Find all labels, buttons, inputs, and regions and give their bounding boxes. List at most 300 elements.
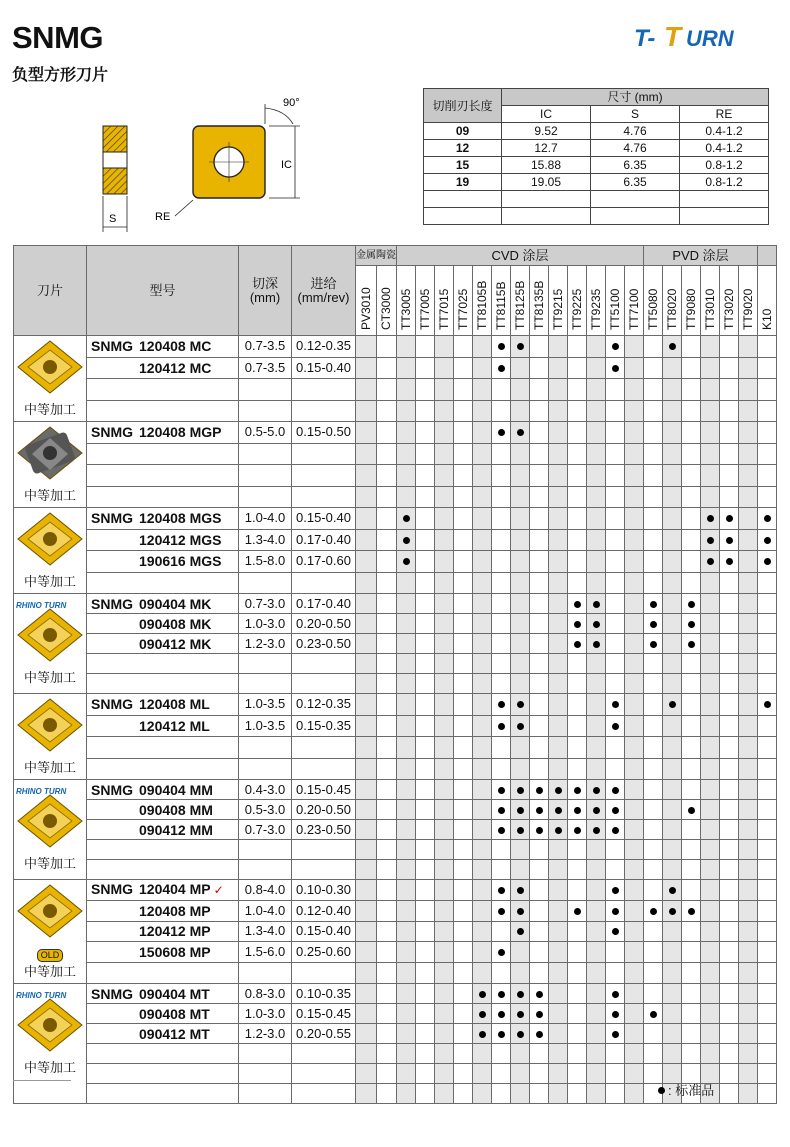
feed-cell bbox=[292, 465, 356, 487]
feed-cell bbox=[292, 963, 356, 984]
insert-picture bbox=[14, 996, 86, 1059]
grade-cell bbox=[606, 336, 625, 358]
grade-cell bbox=[416, 357, 435, 379]
depth-cell bbox=[239, 1044, 292, 1064]
grade-cell bbox=[701, 1004, 720, 1024]
grade-cell bbox=[492, 614, 511, 634]
grade-label: K10 bbox=[760, 308, 774, 330]
grade-cell bbox=[492, 942, 511, 963]
grade-cell bbox=[720, 594, 739, 614]
grade-cell bbox=[454, 921, 473, 942]
grade-cell bbox=[720, 963, 739, 984]
grade-cell bbox=[530, 1024, 549, 1044]
standard-dot-icon bbox=[517, 887, 524, 894]
grade-cell bbox=[530, 820, 549, 840]
grade-cell bbox=[473, 594, 492, 614]
model-cell bbox=[87, 1064, 239, 1084]
grade-cell bbox=[663, 336, 682, 358]
grade-cell bbox=[682, 357, 701, 379]
standard-dot-icon bbox=[612, 807, 619, 814]
standard-dot-icon bbox=[612, 365, 619, 372]
dim-cell: 0.8-1.2 bbox=[680, 157, 769, 174]
grade-cell bbox=[606, 551, 625, 573]
table-row bbox=[14, 715, 777, 737]
grade-cell bbox=[739, 820, 758, 840]
grade-cell bbox=[397, 758, 416, 780]
grade-cell bbox=[682, 1024, 701, 1044]
standard-dot-icon bbox=[498, 365, 505, 372]
depth-cell bbox=[239, 443, 292, 465]
feed-cell: 0.17-0.60 bbox=[292, 551, 356, 573]
grade-cell bbox=[435, 1084, 454, 1104]
grade-cell bbox=[530, 654, 549, 674]
grade-cell bbox=[682, 674, 701, 694]
grade-cell bbox=[644, 820, 663, 840]
grade-cell bbox=[568, 840, 587, 860]
feed-cell bbox=[292, 572, 356, 594]
grade-cell bbox=[701, 921, 720, 942]
group-cvd: CVD 涂层 bbox=[397, 246, 644, 266]
grade-cell bbox=[682, 820, 701, 840]
grade-cell bbox=[644, 594, 663, 614]
grade-cell bbox=[758, 860, 777, 880]
grade-label: TT7005 bbox=[418, 288, 432, 330]
grade-cell bbox=[739, 443, 758, 465]
footnote-divider bbox=[13, 1080, 71, 1081]
grade-cell bbox=[435, 634, 454, 654]
grade-label: TT9215 bbox=[551, 288, 565, 330]
grade-cell bbox=[644, 400, 663, 422]
grade-cell bbox=[568, 942, 587, 963]
grade-cell bbox=[376, 379, 397, 401]
model-cell bbox=[87, 715, 239, 737]
standard-dot-icon bbox=[707, 537, 714, 544]
check-icon: ✓ bbox=[213, 883, 224, 898]
grade-cell bbox=[376, 963, 397, 984]
grade-cell bbox=[625, 529, 644, 551]
model-prefix: SNMG bbox=[91, 881, 133, 898]
grade-cell bbox=[587, 1044, 606, 1064]
grade-cell bbox=[511, 840, 530, 860]
grade-cell bbox=[587, 963, 606, 984]
grade-cell bbox=[356, 674, 377, 694]
grade-cell bbox=[587, 900, 606, 921]
grade-cell bbox=[568, 1024, 587, 1044]
grade-cell bbox=[473, 860, 492, 880]
grade-cell bbox=[739, 1024, 758, 1044]
grade-cell bbox=[663, 963, 682, 984]
grade-cell bbox=[720, 529, 739, 551]
grade-cell bbox=[492, 860, 511, 880]
grade-cell bbox=[701, 614, 720, 634]
grade-label: TT3010 bbox=[703, 288, 717, 330]
model-code: 120408 MGP bbox=[139, 424, 222, 441]
grade-cell bbox=[606, 1024, 625, 1044]
grade-cell bbox=[397, 551, 416, 573]
grade-cell bbox=[356, 860, 377, 880]
grade-cell bbox=[644, 465, 663, 487]
grade-cell bbox=[356, 800, 377, 820]
grade-cell bbox=[473, 634, 492, 654]
grade-cell bbox=[644, 860, 663, 880]
grade-cell bbox=[530, 443, 549, 465]
grade-cell bbox=[435, 674, 454, 694]
grade-cell bbox=[587, 674, 606, 694]
grade-cell bbox=[356, 551, 377, 573]
grade-cell bbox=[568, 820, 587, 840]
grade-cell bbox=[587, 984, 606, 1004]
grade-cell bbox=[492, 840, 511, 860]
grade-cell bbox=[549, 900, 568, 921]
model-code: 090412 MT bbox=[139, 1025, 210, 1042]
grade-label: TT9235 bbox=[589, 288, 603, 330]
grade-cell bbox=[606, 465, 625, 487]
grade-cell bbox=[435, 336, 454, 358]
grade-cell bbox=[511, 984, 530, 1004]
grade-cell bbox=[492, 422, 511, 444]
model-cell bbox=[87, 529, 239, 551]
grade-cell bbox=[454, 674, 473, 694]
grade-cell bbox=[416, 443, 435, 465]
table-row bbox=[14, 614, 777, 634]
grade-cell bbox=[435, 529, 454, 551]
machining-label: 中等加工 bbox=[23, 1060, 76, 1075]
grade-cell bbox=[356, 1084, 377, 1104]
insert-image bbox=[14, 882, 86, 940]
grade-cell bbox=[549, 737, 568, 759]
grade-label: TT7015 bbox=[437, 288, 451, 330]
grade-cell bbox=[511, 508, 530, 530]
grade-cell bbox=[435, 443, 454, 465]
grade-cell bbox=[739, 465, 758, 487]
grade-cell bbox=[682, 1004, 701, 1024]
grade-cell bbox=[587, 880, 606, 901]
grade-cell bbox=[663, 674, 682, 694]
table-row bbox=[14, 737, 777, 759]
machining-label: 中等加工 bbox=[23, 964, 76, 979]
grade-cell bbox=[587, 860, 606, 880]
grade-cell bbox=[511, 942, 530, 963]
grade-cell bbox=[568, 529, 587, 551]
grade-cell bbox=[511, 654, 530, 674]
standard-dot-icon bbox=[498, 787, 505, 794]
grade-cell bbox=[701, 984, 720, 1004]
grade-cell bbox=[720, 336, 739, 358]
grade-cell bbox=[606, 594, 625, 614]
model-cell bbox=[87, 400, 239, 422]
depth-cell: 1.2-3.0 bbox=[239, 634, 292, 654]
model-cell bbox=[87, 379, 239, 401]
model-cell bbox=[87, 634, 239, 654]
grade-cell bbox=[663, 654, 682, 674]
standard-dot-icon bbox=[593, 827, 600, 834]
dimension-table bbox=[423, 88, 769, 225]
table-row bbox=[14, 758, 777, 780]
grade-cell bbox=[682, 921, 701, 942]
grade-cell bbox=[739, 1064, 758, 1084]
grade-cell bbox=[454, 594, 473, 614]
standard-dot-icon bbox=[612, 343, 619, 350]
grade-cell bbox=[397, 984, 416, 1004]
grade-cell bbox=[397, 336, 416, 358]
feed-cell: 0.10-0.35 bbox=[292, 984, 356, 1004]
grade-cell bbox=[701, 880, 720, 901]
insert-cell bbox=[14, 508, 87, 594]
standard-dot-icon bbox=[536, 1011, 543, 1018]
grade-cell bbox=[473, 1004, 492, 1024]
grade-cell bbox=[549, 594, 568, 614]
grade-header bbox=[587, 266, 606, 336]
grade-cell bbox=[511, 780, 530, 800]
table-row bbox=[14, 634, 777, 654]
grade-cell bbox=[568, 963, 587, 984]
grade-label: CT3000 bbox=[379, 287, 394, 330]
grade-header bbox=[397, 266, 416, 336]
model-cell bbox=[87, 694, 239, 716]
grade-cell bbox=[376, 860, 397, 880]
standard-dot-icon bbox=[403, 515, 410, 522]
grade-cell bbox=[682, 443, 701, 465]
grade-cell bbox=[492, 443, 511, 465]
re-label: RE bbox=[155, 211, 171, 223]
grade-cell bbox=[663, 572, 682, 594]
model-code: 090404 MK bbox=[139, 595, 212, 612]
table-row bbox=[14, 572, 777, 594]
depth-cell: 0.8-4.0 bbox=[239, 880, 292, 901]
standard-dot-icon bbox=[650, 1011, 657, 1018]
table-row bbox=[14, 486, 777, 508]
grade-cell bbox=[606, 674, 625, 694]
depth-cell: 1.0-3.5 bbox=[239, 715, 292, 737]
dim-cell bbox=[591, 208, 680, 225]
grade-cell bbox=[644, 921, 663, 942]
grade-cell bbox=[356, 820, 377, 840]
standard-dot-icon bbox=[574, 601, 581, 608]
grade-cell bbox=[587, 921, 606, 942]
grade-cell bbox=[606, 572, 625, 594]
grade-header bbox=[663, 266, 682, 336]
insert-figure bbox=[14, 780, 86, 877]
grade-cell bbox=[663, 379, 682, 401]
grade-cell bbox=[644, 880, 663, 901]
grade-cell bbox=[376, 336, 397, 358]
grade-cell bbox=[376, 400, 397, 422]
standard-dot-icon bbox=[650, 621, 657, 628]
grade-cell bbox=[682, 860, 701, 880]
col-model: 型号 bbox=[87, 246, 239, 336]
grade-cell bbox=[356, 963, 377, 984]
grade-cell bbox=[492, 737, 511, 759]
grade-cell bbox=[644, 1004, 663, 1024]
grade-cell bbox=[530, 880, 549, 901]
col-re: RE bbox=[680, 106, 769, 123]
grade-cell bbox=[549, 800, 568, 820]
grade-cell bbox=[511, 379, 530, 401]
grade-cell bbox=[701, 674, 720, 694]
grade-cell bbox=[397, 594, 416, 614]
grade-cell bbox=[568, 379, 587, 401]
grade-cell bbox=[356, 486, 377, 508]
grade-cell bbox=[376, 780, 397, 800]
grade-cell bbox=[663, 443, 682, 465]
grade-cell bbox=[701, 443, 720, 465]
grade-cell bbox=[720, 1064, 739, 1084]
standard-dot-icon bbox=[650, 601, 657, 608]
standard-dot-icon bbox=[669, 887, 676, 894]
grade-header bbox=[356, 266, 377, 336]
grade-cell bbox=[454, 942, 473, 963]
standard-dot-icon bbox=[517, 429, 524, 436]
grade-header bbox=[492, 266, 511, 336]
rhino-turn-brand: RHINO TURN bbox=[16, 787, 67, 796]
feed-cell bbox=[292, 654, 356, 674]
grade-cell bbox=[739, 942, 758, 963]
table-row bbox=[14, 1044, 777, 1064]
grade-cell bbox=[530, 465, 549, 487]
standard-dot-icon bbox=[498, 949, 505, 956]
grade-cell bbox=[511, 1064, 530, 1084]
grade-header bbox=[416, 266, 435, 336]
page-title: SNMG bbox=[12, 20, 103, 55]
grade-cell bbox=[568, 1064, 587, 1084]
grade-cell bbox=[758, 1084, 777, 1104]
model-cell bbox=[87, 674, 239, 694]
grade-cell bbox=[511, 551, 530, 573]
model-cell bbox=[87, 1004, 239, 1024]
grade-cell bbox=[625, 357, 644, 379]
grade-cell bbox=[625, 840, 644, 860]
depth-cell: 0.7-3.0 bbox=[239, 594, 292, 614]
legend bbox=[658, 1080, 714, 1099]
grade-cell bbox=[644, 634, 663, 654]
table-row bbox=[14, 780, 777, 800]
grade-cell bbox=[739, 594, 758, 614]
feed-cell: 0.15-0.35 bbox=[292, 715, 356, 737]
grade-cell bbox=[492, 594, 511, 614]
insert-cell bbox=[14, 984, 87, 1104]
grade-cell bbox=[587, 508, 606, 530]
grade-cell bbox=[511, 634, 530, 654]
insert-figure bbox=[14, 694, 86, 777]
grade-cell bbox=[549, 780, 568, 800]
grade-cell bbox=[356, 443, 377, 465]
grade-cell bbox=[356, 694, 377, 716]
grade-cell bbox=[587, 572, 606, 594]
grade-cell bbox=[397, 900, 416, 921]
grade-cell bbox=[606, 486, 625, 508]
standard-dot-icon bbox=[479, 991, 486, 998]
grade-cell bbox=[568, 900, 587, 921]
grade-cell bbox=[416, 654, 435, 674]
standard-dot-icon bbox=[688, 621, 695, 628]
grade-cell bbox=[758, 551, 777, 573]
grade-cell bbox=[663, 551, 682, 573]
edge-length-cell bbox=[424, 208, 502, 225]
grade-header bbox=[435, 266, 454, 336]
dim-row bbox=[424, 191, 769, 208]
grade-cell bbox=[701, 465, 720, 487]
model-code: 120412 MGS bbox=[139, 531, 222, 548]
grade-cell bbox=[549, 634, 568, 654]
grade-cell bbox=[511, 443, 530, 465]
grade-header bbox=[682, 266, 701, 336]
grade-label: TT9080 bbox=[684, 288, 698, 330]
grade-cell bbox=[416, 694, 435, 716]
grade-cell bbox=[758, 634, 777, 654]
grade-cell bbox=[511, 400, 530, 422]
table-row bbox=[14, 400, 777, 422]
insert-figure bbox=[14, 880, 86, 981]
grade-cell bbox=[682, 1044, 701, 1064]
grade-cell bbox=[435, 1044, 454, 1064]
grade-cell bbox=[356, 1024, 377, 1044]
standard-dot-icon bbox=[593, 601, 600, 608]
feed-cell: 0.20-0.50 bbox=[292, 800, 356, 820]
feed-cell bbox=[292, 486, 356, 508]
grade-cell bbox=[376, 572, 397, 594]
grade-cell bbox=[376, 715, 397, 737]
grade-cell bbox=[758, 1064, 777, 1084]
grade-cell bbox=[739, 614, 758, 634]
grade-cell bbox=[682, 963, 701, 984]
feed-cell: 0.23-0.50 bbox=[292, 634, 356, 654]
grade-cell bbox=[758, 800, 777, 820]
feed-cell: 0.17-0.40 bbox=[292, 529, 356, 551]
grade-cell bbox=[682, 737, 701, 759]
grade-cell bbox=[454, 860, 473, 880]
grade-cell bbox=[663, 357, 682, 379]
grade-cell bbox=[701, 860, 720, 880]
grade-cell bbox=[568, 465, 587, 487]
grade-cell bbox=[435, 942, 454, 963]
feed-cell: 0.20-0.55 bbox=[292, 1024, 356, 1044]
grade-cell bbox=[568, 694, 587, 716]
grade-cell bbox=[492, 572, 511, 594]
grade-cell bbox=[644, 758, 663, 780]
standard-dot-icon bbox=[536, 807, 543, 814]
grade-cell bbox=[397, 422, 416, 444]
standard-dot-icon bbox=[517, 343, 524, 350]
grade-cell bbox=[682, 486, 701, 508]
grade-cell bbox=[397, 634, 416, 654]
grade-cell bbox=[625, 758, 644, 780]
grade-cell bbox=[568, 1004, 587, 1024]
col-insert: 刀片 bbox=[14, 246, 87, 336]
grade-cell bbox=[376, 942, 397, 963]
grade-cell bbox=[511, 486, 530, 508]
grade-cell bbox=[739, 1004, 758, 1024]
standard-dot-icon bbox=[574, 908, 581, 915]
feed-cell: 0.12-0.35 bbox=[292, 694, 356, 716]
standard-dot-icon bbox=[688, 807, 695, 814]
model-prefix: SNMG bbox=[91, 781, 133, 798]
grade-cell bbox=[587, 820, 606, 840]
grade-cell bbox=[625, 1024, 644, 1044]
grade-cell bbox=[530, 840, 549, 860]
grade-cell bbox=[511, 572, 530, 594]
model-cell bbox=[87, 443, 239, 465]
grade-cell bbox=[473, 1084, 492, 1104]
grade-label: TT5100 bbox=[608, 288, 622, 330]
grade-cell bbox=[701, 336, 720, 358]
depth-cell: 1.0-3.0 bbox=[239, 614, 292, 634]
grade-cell bbox=[473, 379, 492, 401]
grade-cell bbox=[376, 422, 397, 444]
grade-cell bbox=[549, 1004, 568, 1024]
grade-cell bbox=[454, 529, 473, 551]
grade-cell bbox=[435, 921, 454, 942]
grade-cell bbox=[568, 880, 587, 901]
